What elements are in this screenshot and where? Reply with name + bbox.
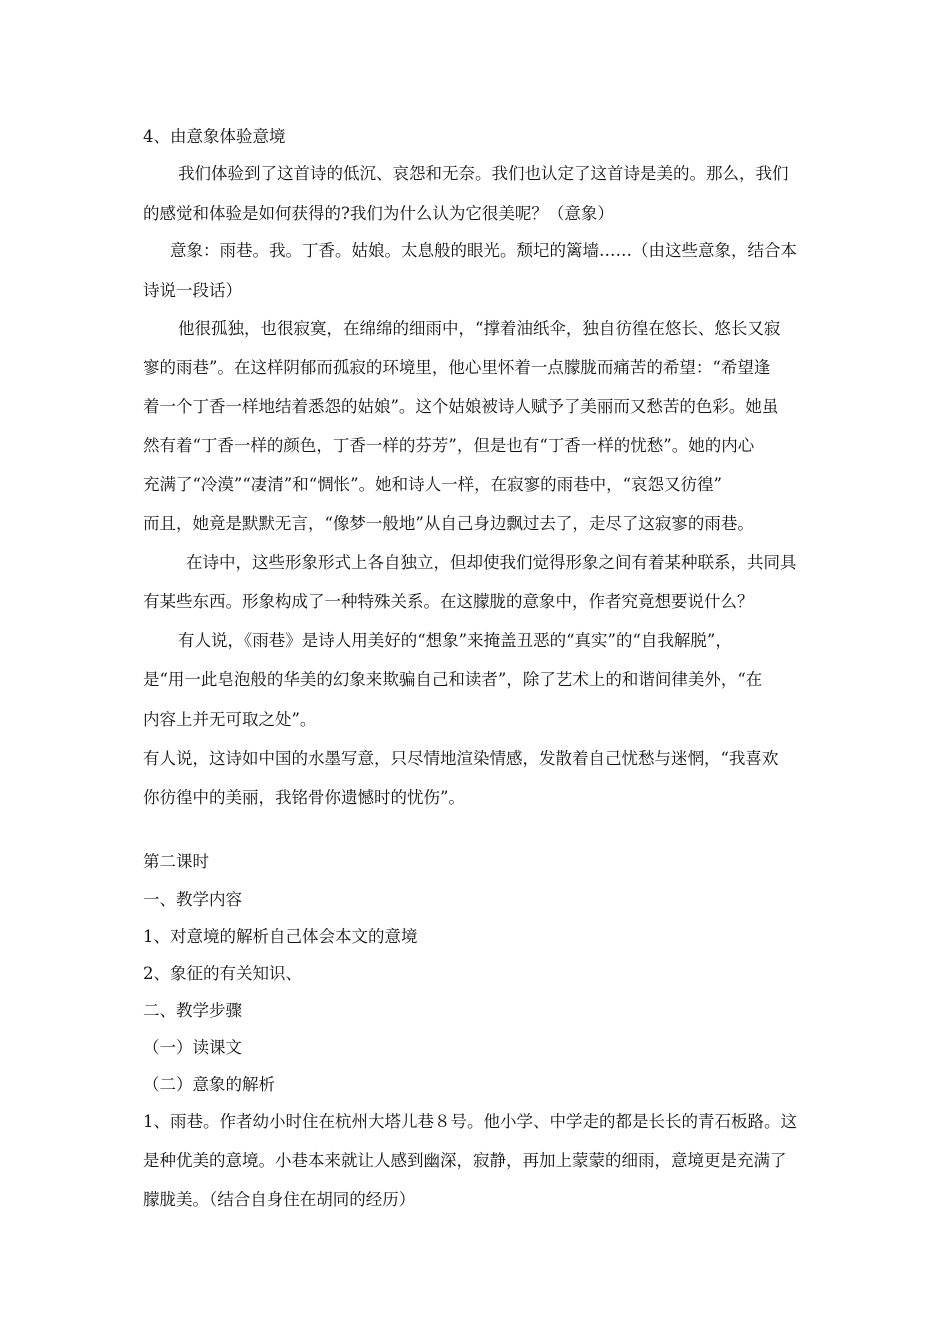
paragraph-line: 我们体验到了这首诗的低沉、哀怨和无奈。我们也认定了这首诗是美的。那么，我们 (178, 164, 789, 183)
list-item: 1、对意境的解析自己体会本文的意境 (143, 927, 418, 946)
paragraph-line: 然有着“丁香一样的颜色，丁香一样的芬芳”，但是也有“丁香一样的忧愁”。她的内心 (143, 436, 755, 455)
paragraph-line: 着一个丁香一样地结着悉怨的姑娘”。这个姑娘被诗人赋予了美丽而又愁苦的色彩。她虽 (143, 397, 779, 416)
paragraph-line: 朦胧美。（结合自身住在胡同的经历） (143, 1190, 416, 1209)
paragraph-line: 1、雨巷。作者幼小时住在杭州大塔儿巷８号。他小学、中学走的都是长长的青石板路。这 (143, 1112, 797, 1131)
paragraph-line: 他很孤独，也很寂寞，在绵绵的细雨中，“撑着油纸伞，独自彷徨在悠长、悠长又寂 (178, 319, 781, 338)
paragraph-line: 诗说一段话） (143, 281, 242, 300)
paragraph-line: 有人说，这诗如中国的水墨写意，只尽情地渲染情感，发散着自己忧愁与迷惘，“我喜欢 (143, 749, 779, 768)
paragraph-line: 在诗中，这些形象形式上各自独立，但却使我们觉得形象之间有着某种联系，共同具 (186, 553, 797, 572)
paragraph-line: 是“用一此皂泡般的华美的幻象来欺骗自己和读者”，除了艺术上的和谐间律美外，“在 (143, 670, 763, 689)
paragraph-line: 有人说，《雨巷》是诗人用美好的“想象”来掩盖丑恶的“真实”的“自我解脱”， (178, 631, 732, 650)
subsection-heading: （一）读课文 (143, 1038, 242, 1057)
paragraph-line: 有某些东西。形象构成了一种特殊关系。在这朦胧的意象中，作者究竟想要说什么？ (143, 592, 754, 611)
paragraph-line: 充满了“冷漠”“凄清”和“惆怅”。她和诗人一样，在寂寥的雨巷中，“哀怨又彷徨” (143, 475, 722, 494)
lesson-heading: 第二课时 (143, 852, 209, 871)
section-heading-content: 一、教学内容 (143, 890, 242, 909)
paragraph-line: 意象：雨巷。我。丁香。姑娘。太息般的眼光。颓圮的篱墙……（由这些意象，结合本 (170, 241, 797, 260)
paragraph-line: 而且，她竟是默默无言，“像梦一般地”从自己身边飘过去了，走尽了这寂寥的雨巷。 (143, 514, 754, 533)
paragraph-line: 你彷徨中的美丽，我铭骨你遗憾时的忧伤”。 (143, 788, 465, 807)
paragraph-line: 内容上并无可取之处”。 (143, 710, 317, 729)
section-heading-imagery: 4、由意象体验意境 (143, 127, 286, 146)
subsection-heading: （二）意象的解析 (143, 1075, 275, 1094)
paragraph-line: 是种优美的意境。小巷本来就让人感到幽深，寂静，再加上蒙蒙的细雨，意境更是充满了 (143, 1151, 787, 1170)
paragraph-line: 寥的雨巷”。在这样阴郁而孤寂的环境里，他心里怀着一点朦胧而痛苦的希望：“希望逢 (143, 358, 771, 377)
list-item: 2、象征的有关知识、 (143, 964, 302, 983)
paragraph-line: 的感觉和体验是如何获得的?我们为什么认为它很美呢？（意象） (143, 204, 614, 223)
section-heading-steps: 二、教学步骤 (143, 1001, 242, 1020)
